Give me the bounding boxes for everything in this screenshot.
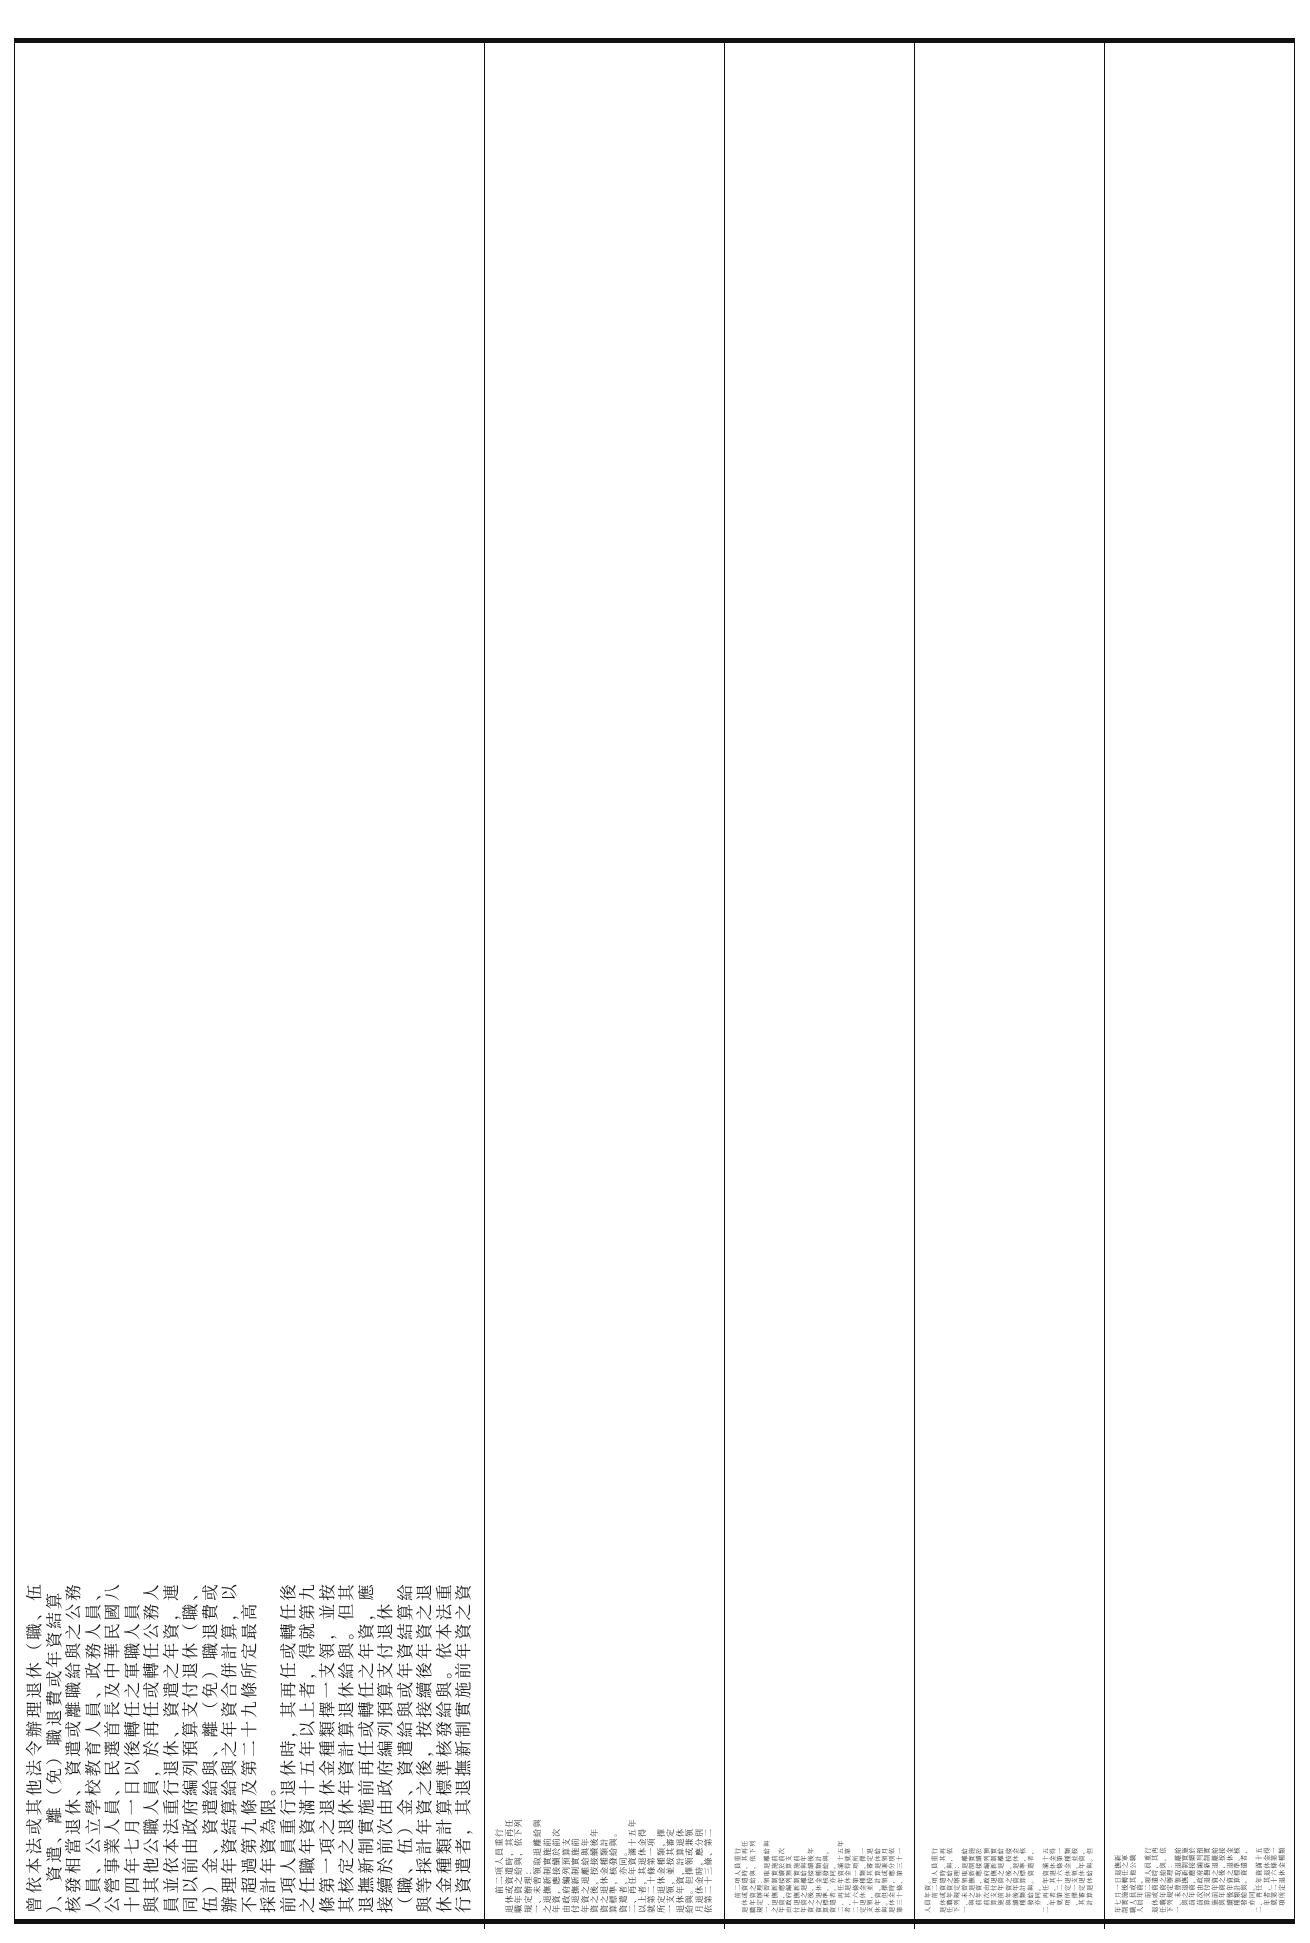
text-line: 曾依本法或其他法令辦理退休（職、伍 — [25, 1581, 44, 1913]
rotated-page — [15, 43, 1296, 1929]
text-line: 年七月一日退撫新 — [1115, 1853, 1122, 1913]
text-block-3 — [725, 43, 915, 1929]
text-line: 算支付退撫新制實 — [991, 1846, 999, 1913]
text-line: 前項人員重行退休時，其再任或轉任後 — [278, 1581, 298, 1913]
text-line: 職年資之給與，依下列 — [749, 1839, 757, 1913]
document-frame — [14, 38, 1295, 1924]
text-line: 一、未曾領取退離給 — [961, 1846, 969, 1913]
text-line: 就第二十六條第一 — [1271, 1846, 1279, 1913]
text-line: 規定辦理： — [522, 1865, 533, 1913]
text-line: 資之退休金種類計 — [598, 1836, 609, 1913]
text-line: 前年資，應接續於 — [1189, 1846, 1197, 1913]
text-line: 支領，並按其審定退 — [867, 1846, 875, 1913]
text-line: 年者，其退休金得 — [1263, 1846, 1271, 1913]
text-line: 二十六條第一項所 — [852, 1854, 860, 1913]
text-line: 年資之退離給與年 — [579, 1836, 590, 1913]
text-line: 年資之退離給與年 — [801, 1854, 809, 1913]
text-line: 算標準，核發給與。 — [608, 1827, 619, 1913]
block-lines — [485, 43, 724, 1929]
text-line: 職人員或其他公職 — [1129, 1853, 1137, 1913]
text-line: 算支付退撫新制實 — [1204, 1846, 1212, 1913]
text-line: 付退撫新制實施前 — [793, 1854, 801, 1913]
text-block-1 — [15, 43, 485, 1929]
text-line: 算標準，核發給與。 — [823, 1846, 831, 1913]
text-line: 種類計算標準，核 — [1020, 1846, 1028, 1913]
text-line: 一、未曾領取退離給與 — [764, 1839, 772, 1913]
text-line: 之退撫新制實施前 — [541, 1836, 552, 1913]
text-line: 種類計算標準，核 — [1234, 1846, 1241, 1913]
text-line: 退休或資遣時，其再 — [939, 1846, 947, 1913]
text-line: 年資，應接續於前次 — [551, 1827, 562, 1913]
text-line: 休金種類計算標準核發給與。依本法重 — [434, 1581, 454, 1913]
text-line: 者，其退休金得就第 — [845, 1846, 853, 1913]
text-line: 年者，其退休金得 — [1049, 1846, 1057, 1913]
text-line: 施前年資之退離給 — [1211, 1846, 1219, 1913]
text-line: 年資，應接續於前次 — [779, 1846, 787, 1913]
text-line: 退休或資遣時，其再任 — [503, 1817, 514, 1913]
text-line: 給與。但擇領或兼領 — [684, 1827, 695, 1913]
text-line: 依第二十三條、第二 — [703, 1827, 714, 1913]
text-line: 亦同。 — [1248, 1883, 1256, 1913]
text-line: 規定辦理： — [757, 1876, 765, 1913]
text-line: 項所定退休金種類 — [1064, 1846, 1072, 1913]
text-line: 人員年資。 — [925, 1876, 932, 1913]
text-line: 亦同。 — [1035, 1883, 1043, 1913]
text-line: 退撫新制實施前再任或轉任之年資，應 — [356, 1581, 376, 1913]
text-line: 前二項人員重行 — [932, 1846, 940, 1913]
text-line: ，擇一支領，並按 — [1071, 1846, 1079, 1913]
text-line: 二、再任年資滿十五年 — [837, 1839, 845, 1913]
text-line: 前二項人員重行 — [1144, 1846, 1152, 1913]
text-line: 退休或資遣時，其再任 — [742, 1839, 750, 1913]
text-line: 之退撫新制實施前 — [771, 1854, 779, 1913]
text-line: 續後年資之退休金 — [1013, 1846, 1021, 1913]
text-line: 由政府編列預算支 — [560, 1836, 571, 1913]
text-line: 之任職年資滿十五年以上者，得就第九 — [298, 1581, 318, 1913]
text-line: 續後年資之退休金 — [1226, 1846, 1234, 1913]
text-block-2 — [485, 43, 725, 1929]
text-line: 一支領，並按其審定 — [665, 1827, 676, 1913]
text-line: 退休金時，應分別依 — [889, 1846, 897, 1913]
text-block-5 — [1105, 43, 1296, 1929]
text-line: 不超過第九條及第二十九條所定最高 — [239, 1600, 259, 1913]
text-line: 就第二十六條第一 — [1057, 1846, 1065, 1913]
text-line: 以上者，其退休金得 — [636, 1827, 647, 1913]
text-line: 計算退休給與。但 — [1086, 1846, 1094, 1913]
text-line: 前年資，應接續於 — [976, 1846, 984, 1913]
text-line: 發給與。資遣者， — [1241, 1846, 1249, 1913]
text-line: 二、再任年資滿十五 — [1256, 1846, 1264, 1913]
text-line: 與其他公職人員，於再任或轉任公務人 — [142, 1581, 162, 1913]
text-line: 任職年資之給與，依 — [947, 1846, 955, 1913]
text-line: （職、伍）金、資遣給與或年資結算給 — [395, 1581, 415, 1913]
text-line: 發給與。資遣者， — [1027, 1846, 1035, 1913]
block-lines — [725, 43, 914, 1929]
text-line: 接續於前次由政府編列預算支付退休 — [376, 1600, 396, 1913]
text-line: ）、資遣、離（免）職退費或年資結算 — [44, 1589, 64, 1913]
text-line: 休年資，計算退休給 — [874, 1846, 882, 1913]
text-line: 資之退休金種類計 — [815, 1854, 823, 1913]
text-line: 與等採計年資之後，按接續後年資之退 — [415, 1581, 435, 1913]
text-line: 人員年資。 — [1137, 1875, 1145, 1913]
text-line: 二、再任年資滿十五 — [1042, 1846, 1050, 1913]
text-line: 任職年資之給與，依 — [1159, 1846, 1167, 1913]
text-line: 伍）金、資遣給與、離（免）職退費或 — [200, 1581, 220, 1913]
text-line: 一、未曾領取退離給 — [1174, 1846, 1182, 1913]
text-line: 行資遣者，其退撫新制實施前年資之資 — [454, 1581, 474, 1913]
text-line: 就第二十條第一項 — [646, 1836, 657, 1913]
text-line: 與年資之後，按接 — [1005, 1846, 1013, 1913]
text-line: 核發相當退休、資遣或離職給與之公務 — [64, 1581, 84, 1913]
text-line: 與之退撫新制實施 — [969, 1846, 977, 1913]
text-line: 採計年資為限。 — [259, 1776, 279, 1913]
text-line: 條第一項之退休金種類擇一支領，並按 — [317, 1581, 337, 1913]
text-line: 員並依本法重行退休、資遣之年資，連 — [161, 1581, 181, 1913]
text-line: 定退休金種類，擇一 — [859, 1846, 867, 1913]
text-line: 同以前由政府編列預算支付退休（職、 — [181, 1581, 201, 1913]
text-line: 前次由政府編列預 — [1196, 1846, 1204, 1913]
block-lines — [15, 43, 484, 1929]
text-line: 下列規定辦理： — [954, 1861, 962, 1913]
text-line: 一、未曾領取退離給與 — [532, 1817, 543, 1913]
text-block-4 — [915, 43, 1105, 1929]
text-line: 資遣者，亦同。 — [830, 1861, 838, 1913]
text-line: 制實施後轉任之軍 — [1122, 1853, 1130, 1913]
text-line: 前次由政府編列預 — [983, 1846, 991, 1913]
block-lines — [1105, 43, 1296, 1929]
text-line: 十四年七月一日以後轉任之軍職人員 — [122, 1600, 142, 1913]
text-line: 前二項人員重行 — [735, 1846, 742, 1913]
text-line: 資之後，按接續後年 — [589, 1827, 600, 1913]
text-line: 二、再任年資滿十五年 — [627, 1817, 638, 1913]
text-line: 與。但擇領或兼領月 — [881, 1846, 889, 1913]
text-line: 由政府編列預算支 — [786, 1854, 794, 1913]
text-line: 與年資之後，按接 — [1219, 1846, 1227, 1913]
text-line: 施前年資之退離給 — [998, 1846, 1006, 1913]
block-lines — [915, 43, 1104, 1929]
text-line: 前二項人員重行 — [494, 1827, 504, 1913]
text-line: 公營事業人員、民選首長及中華民國八 — [103, 1581, 123, 1913]
text-line: 辦理年資結算給與之年資合併計算，以 — [220, 1581, 240, 1913]
text-line: 項所定退休金種類 — [1278, 1846, 1286, 1913]
text-line: 所定退休金種類，擇 — [655, 1827, 666, 1913]
text-line: 人員、公立學校教育人員、政務人員、 — [83, 1581, 103, 1913]
text-line: 第三十條、第三十一 — [896, 1846, 904, 1913]
text-line: 下列規定辦理： — [1167, 1861, 1175, 1913]
text-line: 其審定退休年資， — [1079, 1846, 1087, 1913]
text-line: 資遣者，亦同。 — [617, 1846, 628, 1913]
text-line: 退休或資遣時，其再 — [1152, 1846, 1160, 1913]
text-line: 其核定之退休年資計算退休給與。但其 — [337, 1581, 357, 1913]
text-line: 職年資之給與，依下列 — [513, 1817, 524, 1913]
text-line: 月退休金時，應分別 — [693, 1827, 704, 1913]
text-line: 退休年資，計算退休 — [674, 1827, 685, 1913]
text-line: 付退撫新制實施前 — [570, 1836, 581, 1913]
text-line: 資之後，按接續後年 — [808, 1846, 816, 1913]
text-line: 與之退撫新制實施 — [1181, 1846, 1189, 1913]
